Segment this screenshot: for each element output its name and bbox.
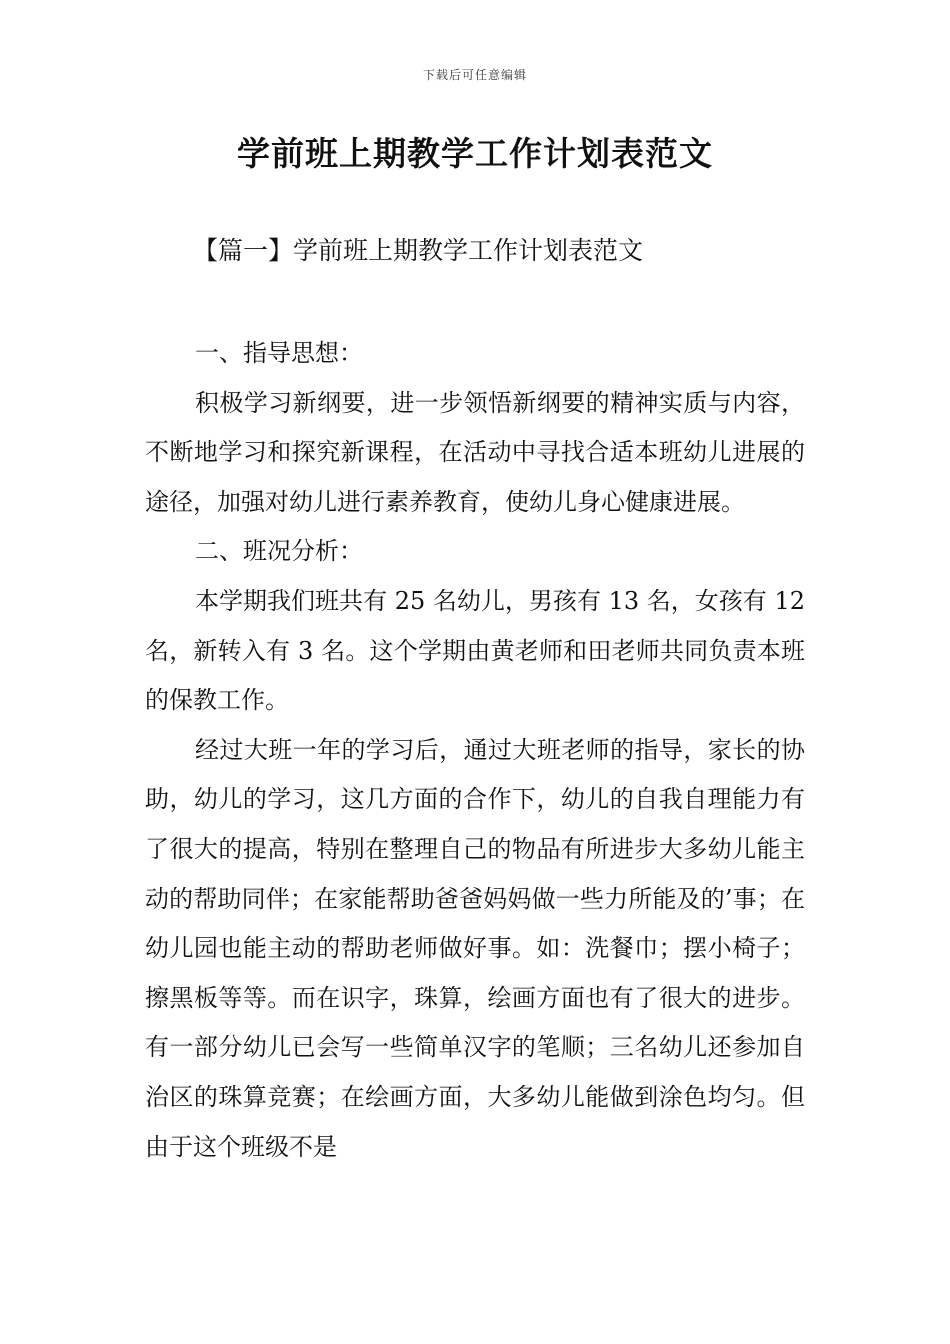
heading-class-analysis: 二、班况分析：: [195, 537, 363, 566]
heading-guiding-thought: 一、指导思想：: [195, 339, 363, 367]
header-note: 下载后可任意编辑: [422, 68, 527, 82]
document-body: [145, 329, 805, 1172]
paragraph-class-stats: 本学期我们班共有 25 名幼儿，男孩有 13 名，女孩有 12 名，新转入有 3 名。这个学期由黄老师和田老师共同负责本班的保教工作。: [145, 586, 805, 715]
section-subtitle: 【篇一】学前班上期教学工作计划表范文: [193, 236, 644, 265]
paragraph-guiding-thought: 积极学习新纲要，进一步领悟新纲要的精神实质与内容，不断地学习和探究新课程，在活动中寻找合适本班幼儿进展的途径，加强对幼儿进行素养教育，使幼儿身心健康进展。: [145, 388, 805, 516]
paragraph-class-progress: 经过大班一年的学习后，通过大班老师的指导，家长的协助，幼儿的学习，这几方面的合作下，幼儿的自我自理能力有了很大的提高，特别在整理自己的物品有所进步大多幼儿能主动的帮助同伴；在家能帮助爸爸妈妈做一些力所能及的’事；在幼儿园也能主动的帮助老师做好事。如：洗餐巾；摆小椅子；擦黑板等等。而在识字，珠算，绘画方面也有了很大的进步。有一部分幼儿已会写一些简单汉字的笔顺；三名幼儿还参加自治区的珠算竞赛；在绘画方面，大多幼儿能做到涂色均匀。但由于这个班级不是: [145, 735, 805, 1161]
document-title: 学前班上期教学工作计划表范文: [237, 134, 713, 173]
